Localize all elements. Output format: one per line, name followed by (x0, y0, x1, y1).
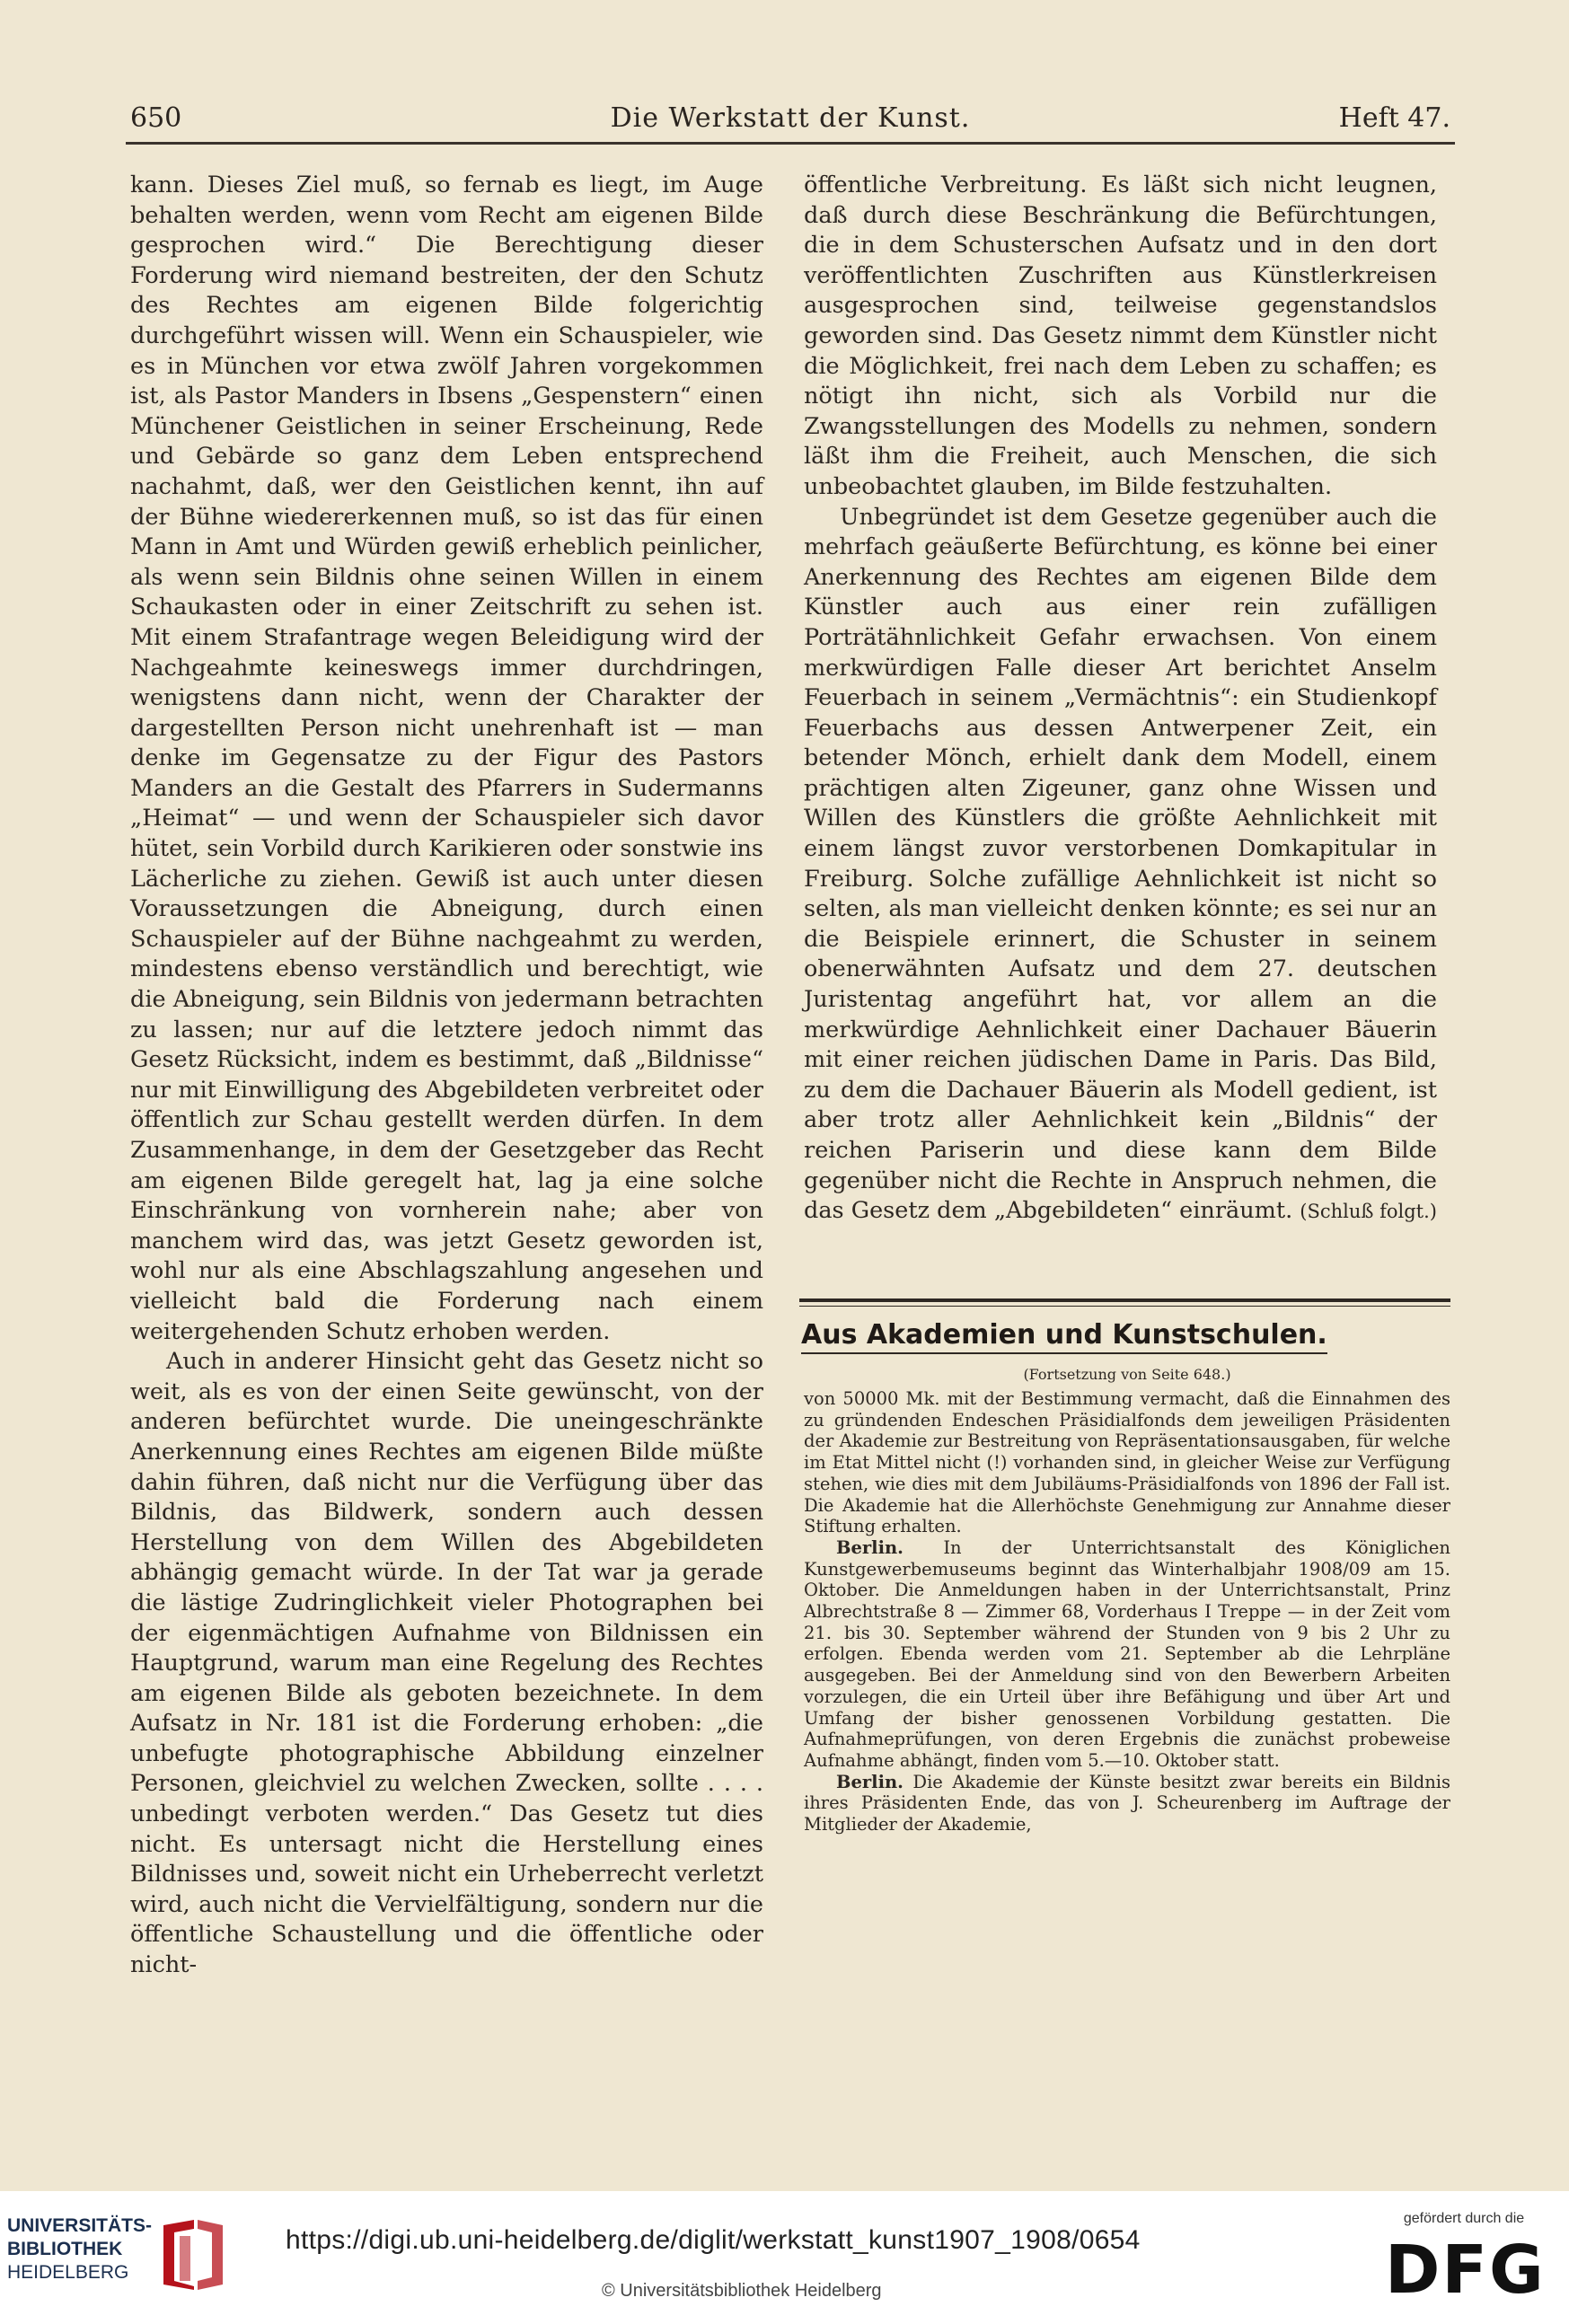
library-logo-icon (158, 2218, 228, 2292)
section-title (801, 1317, 1448, 1353)
section-column (804, 1365, 1450, 1835)
copyright-notice: © Universitätsbibliothek Heidelberg (602, 2281, 882, 2301)
section-rule-thick (799, 1298, 1450, 1302)
library-name-line-3: HEIDELBERG (7, 2262, 129, 2283)
right-paragraph-2: Unbegründet ist dem Gesetze gegenüber auch die mehrfach geäußerte Befürchtung, es könne bei einer Anerkennung des Rechtes am eigenen Bilde dem Künstler auch aus einer rein zufälligen Porträtähnlichkeit Gefahr erwachsen. Von einem merkwürdigen Falle dieser Art berichtet Anselm Feuerbach in seinem „Vermächtnis“: ein Studienkopf Feuerbachs aus dessen Antwerpener Zeit, ein betender Mönch, erhielt dank dem Modell, einem prächtigen alten Zigeuner, ganz ohne Wissen und Willen des Künstlers die größte Aehnlichkeit mit einem längst zuvor verstorbenen Domkapitular in Freiburg. Solche zufällige Aehnlichkeit ist nicht so selten, als man vielleicht denken könnte; es sei nur an die Beispiele erinnert, die Schuster in seinem obenerwähnten Aufsatz und dem 27. deutschen Juristentag angeführt hat, vor allem an die merkwürdige Aehnlichkeit einer Dachauer Bäuerin mit einer reichen jüdischen Dame in Paris. Das Bild, zu dem die Dachauer Bäuerin als Modell gedient, ist aber trotz aller Aehnlichkeit kein „Bildnis“ der reichen Pariserin und diese kann dem Bilde gegenüber nicht die Rechte in Anspruch nehmen, die das Gesetz dem „Abgebildeten“ einräumt. (804, 503, 1437, 1225)
library-name-line-2: BIBLIOTHEK (7, 2239, 123, 2259)
continuation-note: (Fortsetzung von Seite 648.) (1023, 1366, 1231, 1383)
page-header (130, 101, 1450, 136)
city-label: Berlin. (836, 1536, 903, 1558)
to-be-continued: (Schluß folgt.) (1300, 1200, 1437, 1222)
dfg-logo: DFG (1385, 2232, 1546, 2309)
section-paragraph-2-text: In der Unterrichtsanstalt des Königlichen Kunstgewerbemuseums beginnt das Winterhalbjahr 1908/09 am 15. Oktober. Die Anmeldungen haben in der Unterrichtsanstalt, Prinz Albrechtstraße 8 — Zimmer 68, Vorderhaus I Treppe — in der Zeit vom 21. bis 30. September während der Stunden von 9 bis 2 Uhr zu erfolgen. Ebenda werden vom 21. September ab die Lehrpläne ausgegeben. Bei der Anmeldung sind von den Bewerbern Arbeiten vorzulegen, die ein Urteil über ihre Befähigung und über Art und Umfang der bisher genossenen Vorbildung gestatten. Die Aufnahmeprüfungen, von deren Ergebnis die zunächst probeweise Aufnahme abhängt, finden vom 5.—10. Oktober statt. (804, 1536, 1450, 1771)
issue-number: Heft 47. (1338, 102, 1450, 134)
page-url[interactable]: https://digi.ub.uni-heidelberg.de/diglit/werkstatt_kunst1907_1908/0654 (286, 2225, 1141, 2255)
left-column (130, 171, 763, 1981)
library-name-line-1: UNIVERSITÄTS- (7, 2215, 153, 2236)
section-rule-thin (799, 1306, 1450, 1307)
city-label: Berlin. (836, 1771, 903, 1792)
library-logo-text (7, 2214, 164, 2284)
journal-title: Die Werkstatt der Kunst. (610, 102, 971, 134)
right-paragraph-1: öffentliche Verbreitung. Es läßt sich nicht leugnen, daß durch diese Beschränkung die Befürchtungen, die in dem Schusterschen Aufsatz und in den dort veröffentlichten Zuschriften aus Künstlerkreisen ausgesprochen sind, teilweise gegenstandslos geworden sind. Das Gesetz nimmt dem Künstler nicht die Möglichkeit, frei nach dem Leben zu schaffen; es nötigt ihn nicht, sich als Vorbild nur die Zwangsstellungen des Modells zu nehmen, sondern läßt ihm die Freiheit, auch Menschen, die sich unbeobachtet glauben, im Bilde festzuhalten. (804, 172, 1437, 500)
left-paragraph-1: kann. Dieses Ziel muß, so fernab es liegt, im Auge behalten werden, wenn vom Recht am eigenen Bilde gesprochen wird.“ Die Berechtigung dieser Forderung wird niemand bestreiten, der den Schutz des Rechtes am eigenen Bilde folgerichtig durchgeführt wissen will. Wenn ein Schauspieler, wie es in München vor etwa zwölf Jahren vorgekommen ist, als Pastor Manders in Ibsens „Gespenstern“ einen Münchener Geistlichen in seiner Erscheinung, Rede und Gebärde so ganz dem Leben entsprechend nachahmt, daß, wer den Geistlichen kennt, ihn auf der Bühne wiedererkennen muß, so ist das für einen Mann in Amt und Würden gewiß erheblich peinlicher, als wenn sein Bildnis ohne seinen Willen in einem Schaukasten oder in einer Zeitschrift zu sehen ist. Mit einem Strafantrage wegen Beleidigung wird der Nachgeahmte keineswegs immer durchdringen, wenigstens dann nicht, wenn der Charakter der dargestellten Person nicht unehrenhaft ist — man denke im Gegensatze zu der Figur des Pastors Manders an die Gestalt des Pfarrers in Sudermanns „Heimat“ — und wenn der Schauspieler sich davor hütet, sein Vorbild durch Karikieren oder sonstwie ins Lächerliche zu ziehen. Gewiß ist auch unter diesen Voraussetzungen die Abneigung, durch einen Schauspieler auf der Bühne nachgeahmt zu werden, mindestens ebenso verständlich und berechtigt, wie die Abneigung, sein Bildnis von jedermann betrachten zu lassen; nur auf die letztere jedoch nimmt das Gesetz Rücksicht, indem es bestimmt, daß „Bildnisse“ nur mit Einwilligung des Abgebildeten verbreitet oder öffentlich zur Schau gestellt werden dürfen. In dem Zusammenhange, in dem der Gesetzgeber das Recht am eigenen Bilde geregelt hat, lag ja eine solche Einschränkung von vornherein nahe; aber von manchem wird das, was jetzt Gesetz geworden ist, wohl nur als eine Abschlagszahlung angesehen und vielleicht bald die Forderung nach einem weitergehenden Schutz erhoben werden. (130, 172, 763, 1345)
section-paragraph-2 (804, 1537, 1450, 1772)
left-paragraph-2: Auch in anderer Hinsicht geht das Gesetz nicht so weit, als es von der einen Seite gewünscht, von der anderen befürchtet wurde. Die uneingeschränkte Anerkennung eines Rechtes am eigenen Bilde müßte dahin führen, daß nicht nur die Verfügung über das Bildnis, das Bildwerk, sondern auch dessen Herstellung von dem Willen des Abgebildeten abhängig gemacht würde. In der Tat war ja gerade die lästige Zudringlichkeit vieler Photographen bei der eigenmächtigen Aufnahme von Bildnissen ein Hauptgrund, warum man eine Regelung des Rechtes am eigenen Bilde als geboten bezeichnete. In dem Aufsatz in Nr. 181 ist die Forderung erhoben: „die unbefugte photographische Abbildung einzelner Personen, gleichviel zu welchen Zwecken, sollte . . . . unbedingt verboten werden.“ Das Gesetz tut dies nicht. Es untersagt nicht die Herstellung eines Bildnisses und, soweit nicht ein Urheberrecht verletzt wird, auch nicht die Vervielfältigung, sondern nur die öffentliche Schaustellung und die öffentliche oder nicht- (130, 1348, 763, 1979)
header-rule (126, 142, 1455, 145)
funding-label: gefördert durch die (1403, 2211, 1525, 2226)
right-column (804, 171, 1437, 1227)
page-number: 650 (130, 102, 182, 134)
library-footer (0, 2191, 1569, 2324)
section-paragraph-1: von 50000 Mk. mit der Bestimmung vermacht, daß die Einnahmen des zu gründenden Endeschen Präsidialfonds dem jeweiligen Präsidenten der Akademie zur Bestreitung von Repräsentationsausgaben, für welche im Etat Mittel nicht (!) vorhanden sind, in gleicher Weise zur Verfügung stehen, wie dies mit dem Jubiläums-Präsidialfonds von 1896 der Fall ist. Die Akademie hat die Allerhöchste Genehmigung zur Annahme dieser Stiftung erhalten. (804, 1388, 1450, 1537)
section-paragraph-3-text: Die Akademie der Künste besitzt zwar bereits ein Bildnis ihres Präsidenten Ende, das von J. Scheurenberg im Auftrage der Mitglieder der Akademie, (804, 1771, 1450, 1835)
section-title-text: Aus Akademien und Kunstschulen. (801, 1319, 1327, 1354)
section-paragraph-3 (804, 1772, 1450, 1835)
